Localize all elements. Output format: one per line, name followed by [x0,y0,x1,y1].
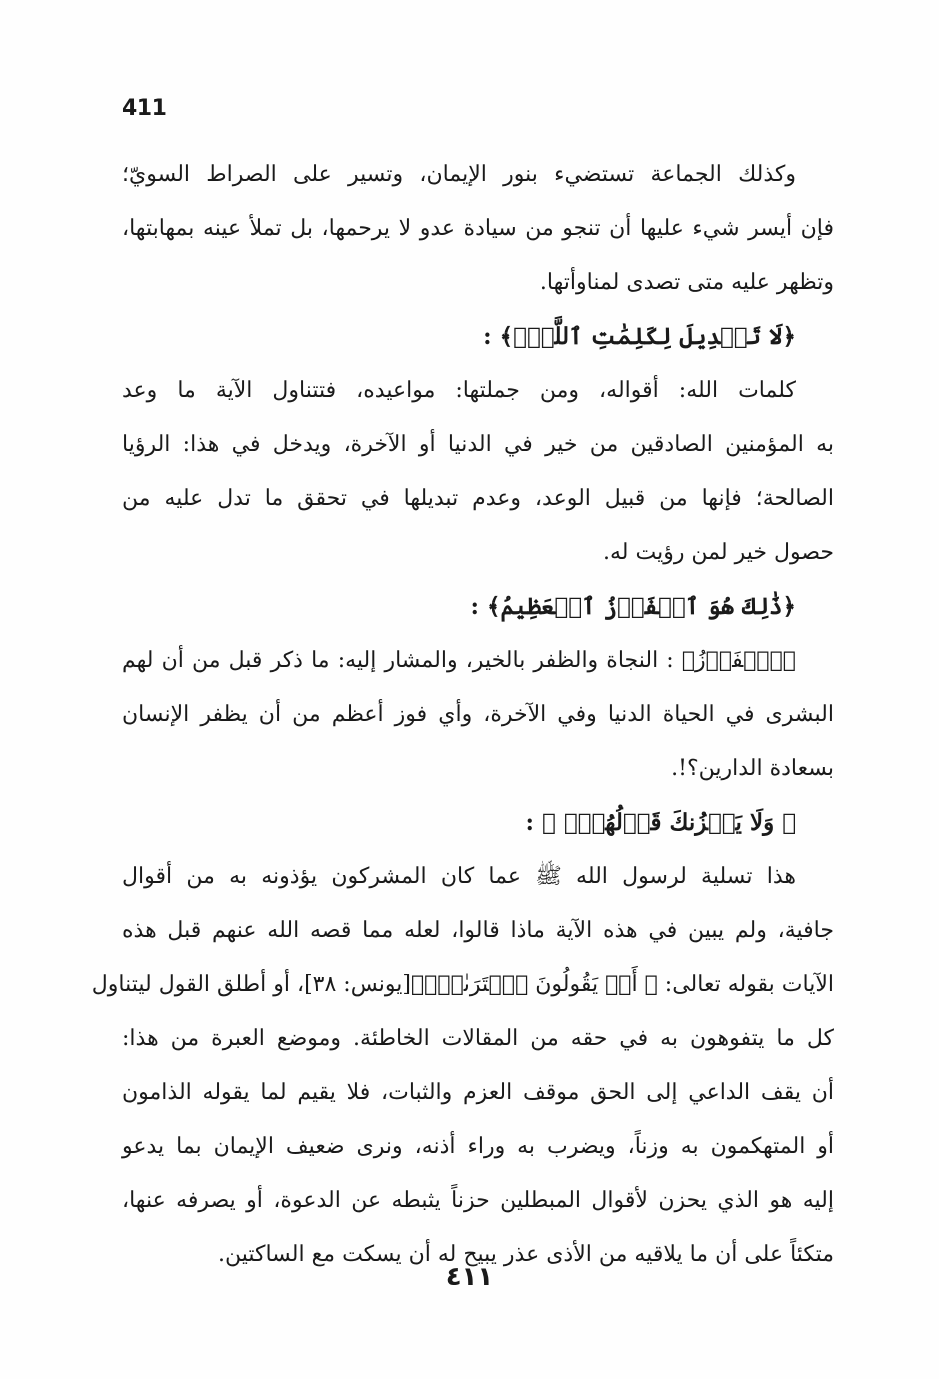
paragraph-line: أن يقف الداعي إلى الحق موقف العزم والثبات، فلا يقيم لما يقوله الذامون [122,1080,834,1105]
paragraph-line: فإن أيسر شيء عليها أن تنجو من سيادة عدو لا يرحمها، بل تملأ عينه بمهابتها، [122,216,834,241]
paragraph-line: كلمات الله: أقواله، ومن جملتها: مواعيده، فتتناول الآية ما وعد [122,378,796,403]
paragraph-line: به المؤمنين الصادقين من خير في الدنيا أو الآخرة، ويدخل في هذا: الرؤيا [122,432,834,457]
paragraph-line: هذا تسلية لرسول الله ﷺ عما كان المشركون يؤذونه به من أقوال [122,864,796,889]
paragraph-line: حصول خير لمن رؤيت له. [602,540,834,565]
paragraph-line: البشرى في الحياة الدنيا وفي الآخرة، وأي فوز أعظم من أن يظفر الإنسان [122,702,834,727]
paragraph-line: ﴿ٱلۡفَوۡزُ﴾ : النجاة والظفر بالخير، والمشار إليه: ما ذكر قبل من أن لهم [122,648,796,673]
paragraph-line: إليه هو الذي يحزن لأقوال المبطلين حزناً يثبطه عن الدعوة، أو يصرفه عنها، [122,1188,834,1213]
paragraph-line: وكذلك الجماعة تستضيء بنور الإيمان، وتسير على الصراط السويّ؛ [122,162,796,187]
paragraph-line: أو المتهكمون به وزناً، ويضرب به وراء أذنه، ونرى ضعيف الإيمان بما يدعو [122,1134,834,1159]
page-number-top: 411 [122,96,167,121]
paragraph-line: الآيات بقوله تعالى: ﴿ أَمۡ يَقُولُونَ ٱفۡتَرَىٰهُۖ﴾[يونس: ٣٨]، أو أطلق القول ليتناول [91,972,834,997]
verse-heading: ﴿ذَٰلِكَ هُوَ ٱلۡفَوۡزُ ٱلۡعَظِيمُ﴾ : [470,593,796,620]
paragraph-line: بسعادة الدارين؟!. [671,756,834,781]
paragraph-line: متكئاً على أن ما يلاقيه من الأذى عذر يبيح له أن يسكت مع الساكتين. [217,1242,834,1267]
paragraph-line: الصالحة؛ فإنها من قبيل الوعد، وعدم تبديلها في تحقق ما تدل عليه من [122,486,834,511]
paragraph-line: جافية، ولم يبين في هذه الآية ماذا قالوا، لعله مما قصه الله عنهم قبل هذه [122,918,834,943]
paragraph-line: وتظهر عليه متى تصدى لمناوأتها. [539,270,834,295]
paragraph-line: كل ما يتفوهون به في حقه من المقالات الخاطئة. وموضع العبرة من هذا: [122,1026,834,1051]
verse-heading: ﴿لَا تَبۡدِيلَ لِكَلِمَٰتِ ٱللَّهِۚ﴾ : [483,323,796,350]
verse-heading: ﴿ وَلَا يَحۡزُنكَ قَوۡلُهُمۡۘ ﴾ : [525,809,796,836]
page-number-bottom: ٤١١ [445,1262,494,1292]
page-body [91,148,834,1282]
